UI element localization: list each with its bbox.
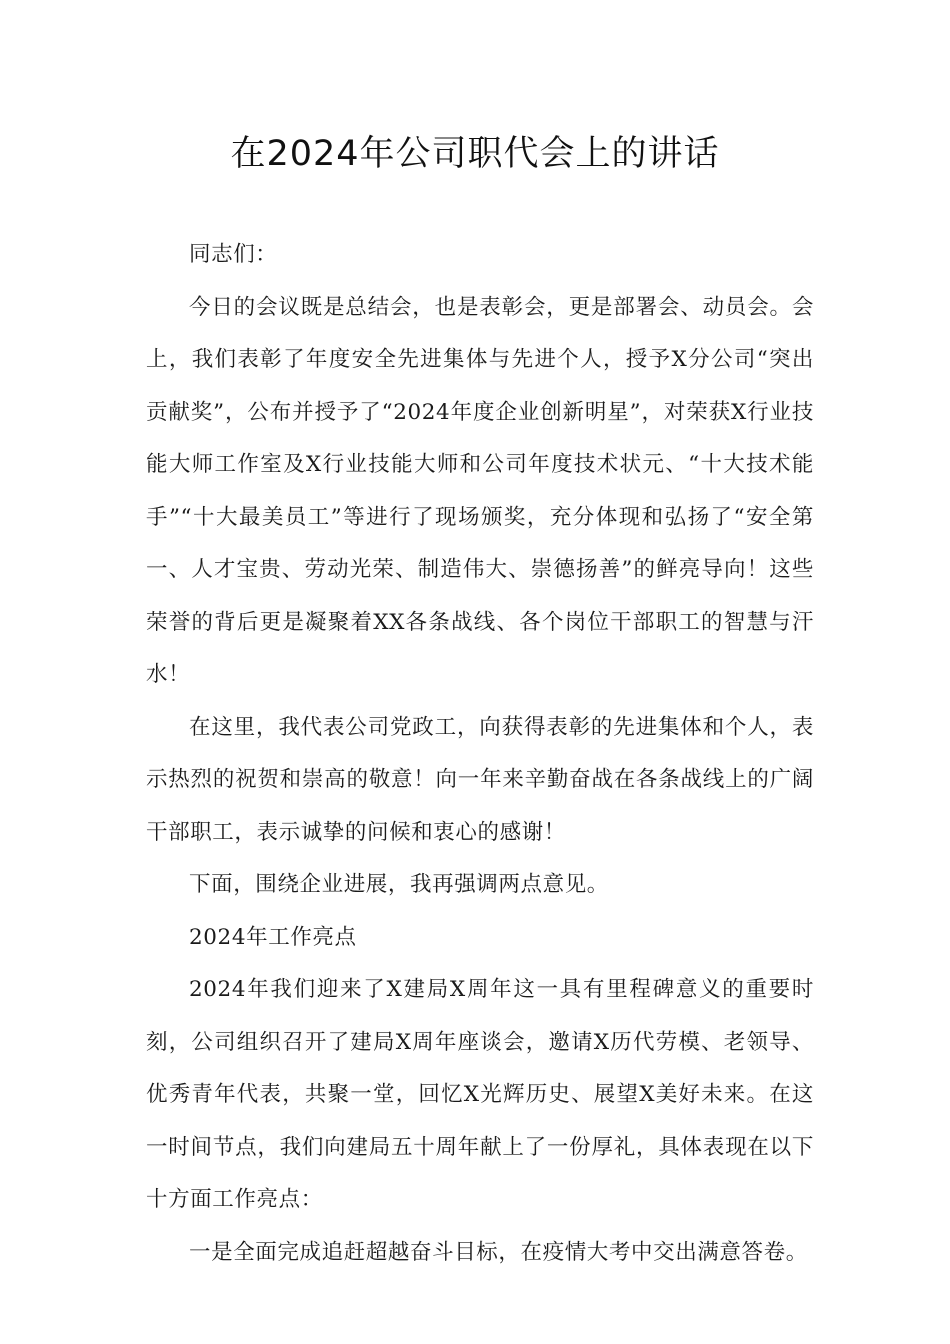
section-heading: 2024年工作亮点 (189, 924, 357, 950)
paragraph-transition: 下面，围绕企业进展，我再强调两点意见。 (189, 872, 609, 897)
document-title: 在2024年公司职代会上的讲话 (230, 134, 720, 174)
paragraph-highlight-one: 一是全面完成追赶超越奋斗目标，在疫情大考中交出满意答卷。 (189, 1239, 808, 1265)
paragraph-opening: 今日的会议既是总结会，也是表彰会，更是部署会、动员会。会上，我们表彰了年度安全先进集体与先进个人，授予X分公司“突出贡献奖”，公布并授予了“2024年度企业创新明星”，对荣获X行业技能大师工作室及X行业技能大师和公司年度技术状元、“十大技术能手”“十大最美员工”等进行了现场颁奖，充分体现和弘扬了“安全第一、人才宝贵、劳动光荣、制造伟大、崇德扬善”的鲜亮导向！这些荣誉的背后更是凝聚着XX各条战线、各个岗位干部职工的智慧与汗水！ (146, 294, 814, 687)
salutation: 同志们： (189, 242, 278, 267)
paragraph-congratulations: 在这里，我代表公司党政工，向获得表彰的先进集体和个人，表示热烈的祝贺和崇高的敬意！向一年来辛勤奋战在各条战线上的广阔干部职工，表示诚挚的问候和衷心的感谢！ (146, 714, 814, 845)
paragraph-highlights-intro: 2024年我们迎来了X建局X周年这一具有里程碑意义的重要时刻，公司组织召开了建局X周年座谈会，邀请X历代劳模、老领导、优秀青年代表，共聚一堂，回忆X光辉历史、展望X美好未来。在这一时间节点，我们向建局五十周年献上了一份厚礼，具体表现在以下十方面工作亮点： (146, 977, 814, 1212)
document-body (146, 229, 814, 1279)
